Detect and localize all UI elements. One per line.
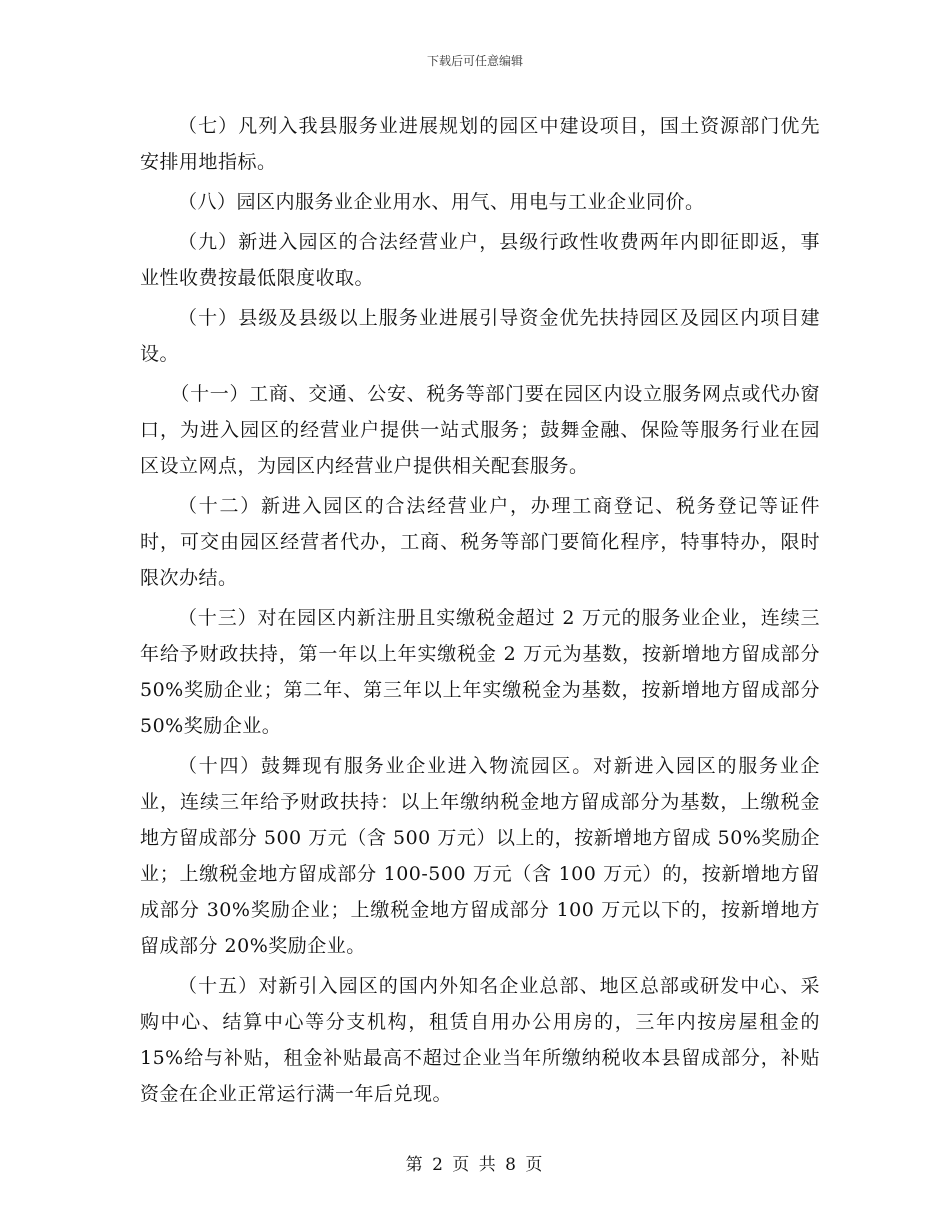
paragraph-8: （八）园区内服务业企业用水、用气、用电与工业企业同价。 — [178, 191, 705, 213]
paragraph-10: （十）县级及县级以上服务业进展引导资金优先扶持园区及园区内项目建设。 — [140, 307, 820, 365]
paragraph-7: （七）凡列入我县服务业进展规划的园区中建设项目，国土资源部门优先安排用地指标。 — [140, 115, 820, 173]
paragraph-11: （十一）工商、交通、公安、税务等部门要在园区内设立服务网点或代办窗口，为进入园区的经营业户提供一站式服务；鼓舞金融、保险等服务行业在园区设立网点，为园区内经营业户提供相关配套服务。 — [140, 383, 820, 477]
paragraph-9: （九）新进入园区的合法经营业户，县级行政性收费两年内即征即返，事业性收费按最低限度收取。 — [140, 231, 820, 289]
paragraph-13: （十三）对在园区内新注册且实缴税金超过 2 万元的服务业企业，连续三年给予财政扶持，第一年以上年实缴税金 2 万元为基数，按新增地方留成部分 50%奖励企业；第二年、第三年以上年实缴税金为基数，按新增地方留成部分 50%奖励企业。 — [140, 607, 820, 737]
document-body — [140, 108, 820, 1116]
page-number-footer: 第 2 页 共 8 页 — [405, 1155, 545, 1175]
page-header-note: 下载后可任意编辑 — [426, 54, 523, 68]
paragraph-12: （十二）新进入园区的合法经营业户，办理工商登记、税务登记等证件时，可交由园区经营者代办，工商、税务等部门要简化程序，特事特办，限时限次办结。 — [140, 495, 820, 589]
paragraph-14: （十四）鼓舞现有服务业企业进入物流园区。对新进入园区的服务业企业，连续三年给予财政扶持：以上年缴纳税金地方留成部分为基数，上缴税金地方留成部分 500 万元（含 500 万元）以上的，按新增地方留成 50%奖励企业；上缴税金地方留成部分 100-500 万元（含 100 万元）的，按新增地方留成部分 30%奖励企业；上缴税金地方留成部分 100 万元以下的，按新增地方留成部分 20%奖励企业。 — [140, 755, 820, 957]
paragraph-15: （十五）对新引入园区的国内外知名企业总部、地区总部或研发中心、采购中心、结算中心等分支机构，租赁自用办公用房的，三年内按房屋租金的 15%给与补贴，租金补贴最高不超过企业当年所缴纳税收本县留成部分，补贴资金在企业正常运行满一年后兑现。 — [140, 975, 820, 1105]
